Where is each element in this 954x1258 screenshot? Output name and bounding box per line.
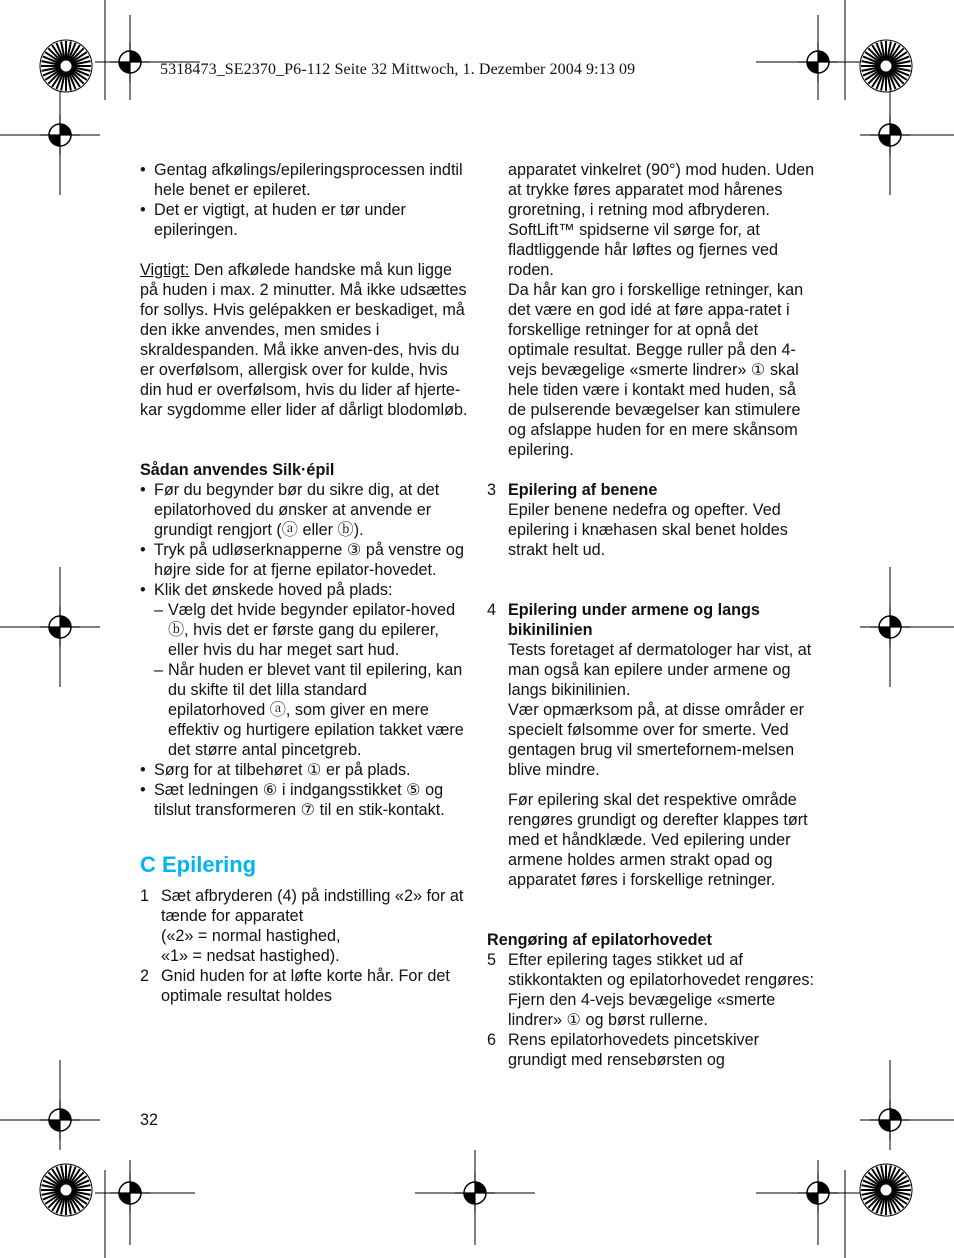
- step-text: «1» = nedsat hastighed).: [161, 947, 340, 965]
- dash-item-text: Vælg det hvide begynder epilator-hoved ⓑ, hvis det er første gang du epilerer, eller hvis du har meget sart hud.: [168, 601, 456, 659]
- dash-item-text: Når huden er blevet vant til epilering, kan du skifte til det lilla standard epilatorhoved ⓐ, som giver en mere effektiv og hurtigere epilation takket være det større antal pincetgreb.: [168, 661, 464, 759]
- step-number: 2: [140, 967, 150, 985]
- step-text: Før epilering skal det respektive område rengøres grundigt og derefter klappes tørt med et håndklæde. Ved epilering under armene holdes armen strakt opad og apparatet føres i forskellige retninger.: [508, 791, 808, 889]
- step-number: 4: [487, 601, 497, 619]
- dash-item: – Vælg det hvide begynder epilator-hoved ⓑ, hvis det er første gang du epilerer, eller hvis du har meget sart hud.: [154, 601, 456, 659]
- bullet-item: • Sæt ledningen ⑥ i indgangsstikket ⑤ og tilslut transformeren ⑦ til en stik-kontakt.: [140, 780, 468, 820]
- step-text: Epiler benene nedefra og opefter. Ved epilering i knæhasen skal benet holdes strakt helt ud.: [508, 501, 788, 559]
- step-number: 3: [487, 481, 497, 499]
- step-number: 6: [487, 1031, 497, 1049]
- cleaning-heading: Rengøring af epilatorhovedet: [487, 931, 712, 949]
- important-note: [140, 260, 468, 420]
- section-title: C Epilering: [140, 852, 257, 877]
- paragraph: apparatet vinkelret (90°) mod huden. Uden at trykke føres apparatet mod hårenes groretning, i retning mod afbryderen. SoftLift™ spidserne vil sørge for, at fladtliggende hår løftes og fjernes ved roden.: [508, 161, 815, 279]
- step-number: 5: [487, 951, 497, 969]
- step-text: Tests foretaget af dermatologer har vist, at man også kan epilere under armene og langs bikinilinien.: [508, 641, 812, 699]
- step-text: Efter epilering tages stikket ud af stikkontakten og epilatorhovedet rengøres:: [508, 951, 814, 989]
- step-6: [487, 1030, 817, 1070]
- step-text: («2» = normal hastighed,: [161, 927, 341, 945]
- bullet-item: • Før du begynder bør du sikre dig, at det epilatorhoved du ønsker at anvende er grundigt rengjort (ⓐ eller ⓑ).: [140, 480, 468, 540]
- step-text: Rens epilatorhovedets pincetskiver grundigt med rensebørsten og: [508, 1031, 760, 1069]
- important-text: Den afkølede handske må kun ligge på huden i max. 2 minutter. Må ikke udsættes for sollys. Hvis gelépakken er beskadiget, må den ikke anvendes, men smides i skraldespanden. Må ikke anven-des, hvis du er overfølsom, allergisk over for kulde, hvis din hud er overfølsom, hvis du lider af hjerte-kar sygdomme eller lider af dårligt blodomløb.: [140, 261, 468, 419]
- bullet-item: • Det er vigtigt, at huden er tør under epileringen.: [140, 200, 468, 240]
- step-text: Fjern den 4-vejs bevægelige «smerte lindrer» ① og børst rullerne.: [508, 991, 776, 1029]
- dash-item: – Når huden er blevet vant til epilering, kan du skifte til det lilla standard epilatorhoved ⓐ, som giver en mere effektiv og hurtigere epilation takket være det større antal pincetgreb.: [154, 661, 464, 759]
- bullet-item: • Tryk på udløserknapperne ③ på venstre og højre side for at fjerne epilator-hovedet.: [140, 540, 468, 580]
- step-1: [140, 886, 468, 966]
- right-column: [487, 160, 817, 1070]
- step-5: [487, 950, 817, 1030]
- usage-heading: Sådan anvendes Silk·épil: [140, 461, 335, 479]
- important-label: Vigtigt:: [140, 261, 190, 279]
- left-column: [140, 160, 468, 1006]
- bullet-item: • Gentag afkølings/epileringsprocessen indtil hele benet er epileret.: [140, 160, 468, 200]
- bullet-item: • Klik det ønskede hoved på plads:: [140, 580, 468, 600]
- step-heading: Epilering under armene og langs bikinilinien: [508, 601, 760, 639]
- page-number: 32: [140, 1111, 159, 1129]
- step-2: [140, 966, 468, 1006]
- step-heading: Epilering af benene: [508, 481, 658, 499]
- step-3: [487, 480, 817, 560]
- step-number: 1: [140, 887, 150, 905]
- paragraph: Da hår kan gro i forskellige retninger, kan det være en god idé at føre appa-ratet i forskellige retninger for at opnå det optimale resultat. Begge ruller på den 4-vejs bevægelige «smerte lindrer» ① skal hele tiden være i kontakt med huden, så de pulserende bevægelser kan stimulere og afslappe huden for en mere skånsom epilering.: [508, 281, 804, 459]
- bullet-item: • Sørg for at tilbehøret ① er på plads.: [140, 760, 468, 780]
- step-4: [487, 600, 817, 890]
- print-header: 5318473_SE2370_P6-112 Seite 32 Mittwoch, 1. Dezember 2004 9:13 09: [160, 61, 636, 78]
- step-text: Vær opmærksom på, at disse områder er specielt følsomme over for smerte. Ved gentagen brug vil smertefornem-melsen blive mindre.: [508, 701, 804, 779]
- step-text: Gnid huden for at løfte korte hår. For det optimale resultat holdes: [161, 967, 450, 1005]
- step-text: Sæt afbryderen (4) på indstilling «2» for at tænde for apparatet: [161, 887, 464, 925]
